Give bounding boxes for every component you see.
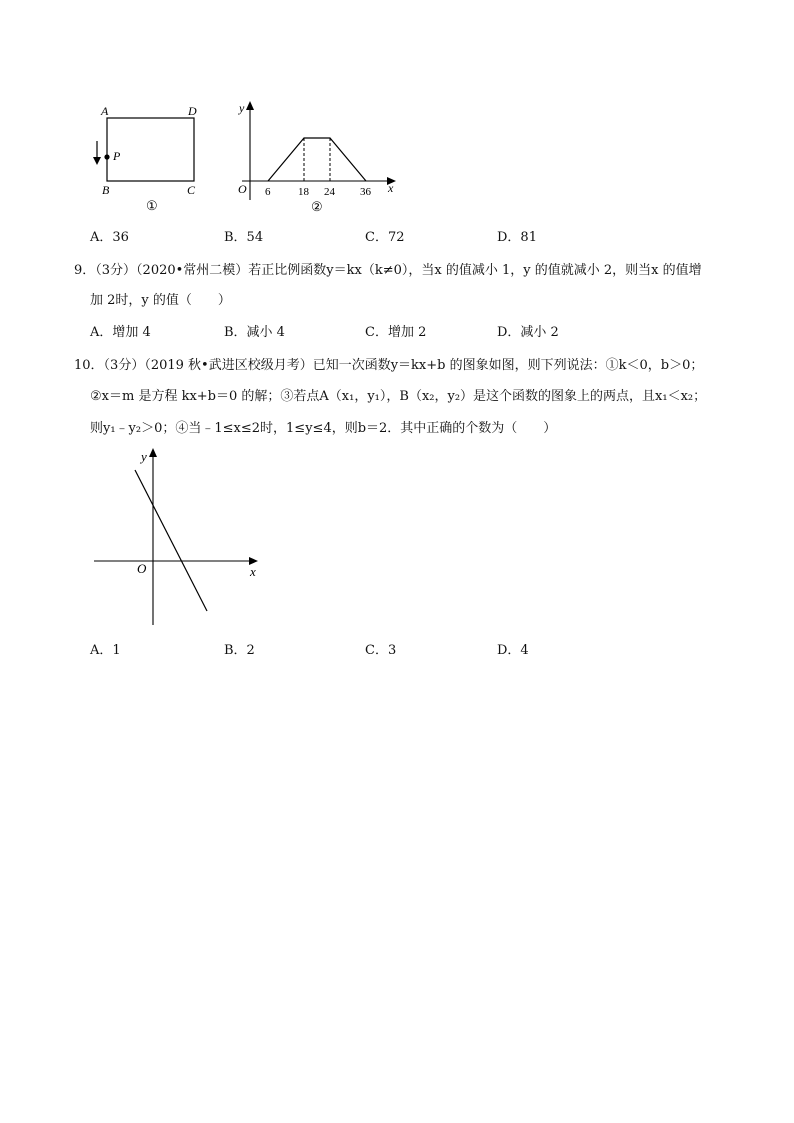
figure-2-graph bbox=[230, 96, 400, 216]
tick-18: 18 bbox=[298, 186, 309, 198]
q10-label-x: x bbox=[250, 564, 256, 579]
label-p: P bbox=[113, 149, 121, 163]
tick-6: 6 bbox=[265, 186, 271, 198]
q10-option-b[interactable]: B．2 bbox=[224, 643, 255, 658]
q10-function-line bbox=[135, 470, 207, 611]
label-o: O bbox=[238, 182, 247, 196]
label-y: y bbox=[239, 101, 245, 115]
q9-stem-line1: 9．（3分）（2020•常州二模）若正比例函数y＝kx（k≠0），当x 的值减小 1，y 的值就减小 2，则当x 的值增 bbox=[74, 263, 702, 278]
q10-linear-graph bbox=[88, 445, 268, 630]
q10-option-d[interactable]: D．4 bbox=[497, 643, 529, 658]
label-x: x bbox=[388, 181, 394, 195]
graph-line bbox=[268, 138, 366, 181]
q10-stem-line1: 10．（3分）（2019 秋•武进区校级月考）已知一次函数y＝kx+b 的图象如图，则下列说法：①k＜0，b＞0； bbox=[74, 358, 704, 373]
q8-option-a[interactable]: A．36 bbox=[90, 230, 129, 245]
tick-24: 24 bbox=[324, 186, 335, 198]
q10-stem-line2: ②x＝m 是方程 kx+b＝0 的解；③若点A（x₁，y₁），B（x₂，y₂）是这个函数的图象上的两点，且x₁＜x₂； bbox=[90, 389, 707, 404]
label-c: C bbox=[187, 183, 196, 197]
q9-option-d[interactable]: D．减小 2 bbox=[497, 325, 559, 340]
figure-1-caption: ① bbox=[146, 198, 158, 213]
point-p bbox=[104, 154, 109, 159]
q9-option-c[interactable]: C．增加 2 bbox=[365, 325, 427, 340]
q8-option-d[interactable]: D．81 bbox=[497, 230, 537, 245]
y-axis-arrow bbox=[246, 101, 254, 110]
figure-1-rectangle bbox=[85, 98, 205, 216]
q10-option-c[interactable]: C．3 bbox=[365, 643, 397, 658]
tick-36: 36 bbox=[360, 186, 371, 198]
q9-stem-line2: 加 2时，y 的值（ ） bbox=[90, 293, 231, 308]
label-a: A bbox=[101, 104, 109, 118]
q10-option-a[interactable]: A．1 bbox=[90, 643, 121, 658]
q10-stem-line3: 则y₁﹣y₂＞0；④当﹣1≤x≤2时，1≤y≤4，则b＝2．其中正确的个数为（ ） bbox=[90, 421, 557, 436]
figure-2-caption: ② bbox=[311, 199, 323, 214]
label-b: B bbox=[102, 183, 110, 197]
q8-option-b[interactable]: B．54 bbox=[224, 230, 264, 245]
arrow-down-head bbox=[93, 157, 101, 165]
q10-label-y: y bbox=[141, 449, 147, 464]
q10-label-o: O bbox=[137, 561, 147, 576]
label-d: D bbox=[188, 104, 197, 118]
q10-y-axis-arrow bbox=[149, 448, 157, 457]
q8-option-c[interactable]: C．72 bbox=[365, 230, 405, 245]
q9-option-b[interactable]: B．减小 4 bbox=[224, 325, 285, 340]
q9-option-a[interactable]: A．增加 4 bbox=[90, 325, 151, 340]
